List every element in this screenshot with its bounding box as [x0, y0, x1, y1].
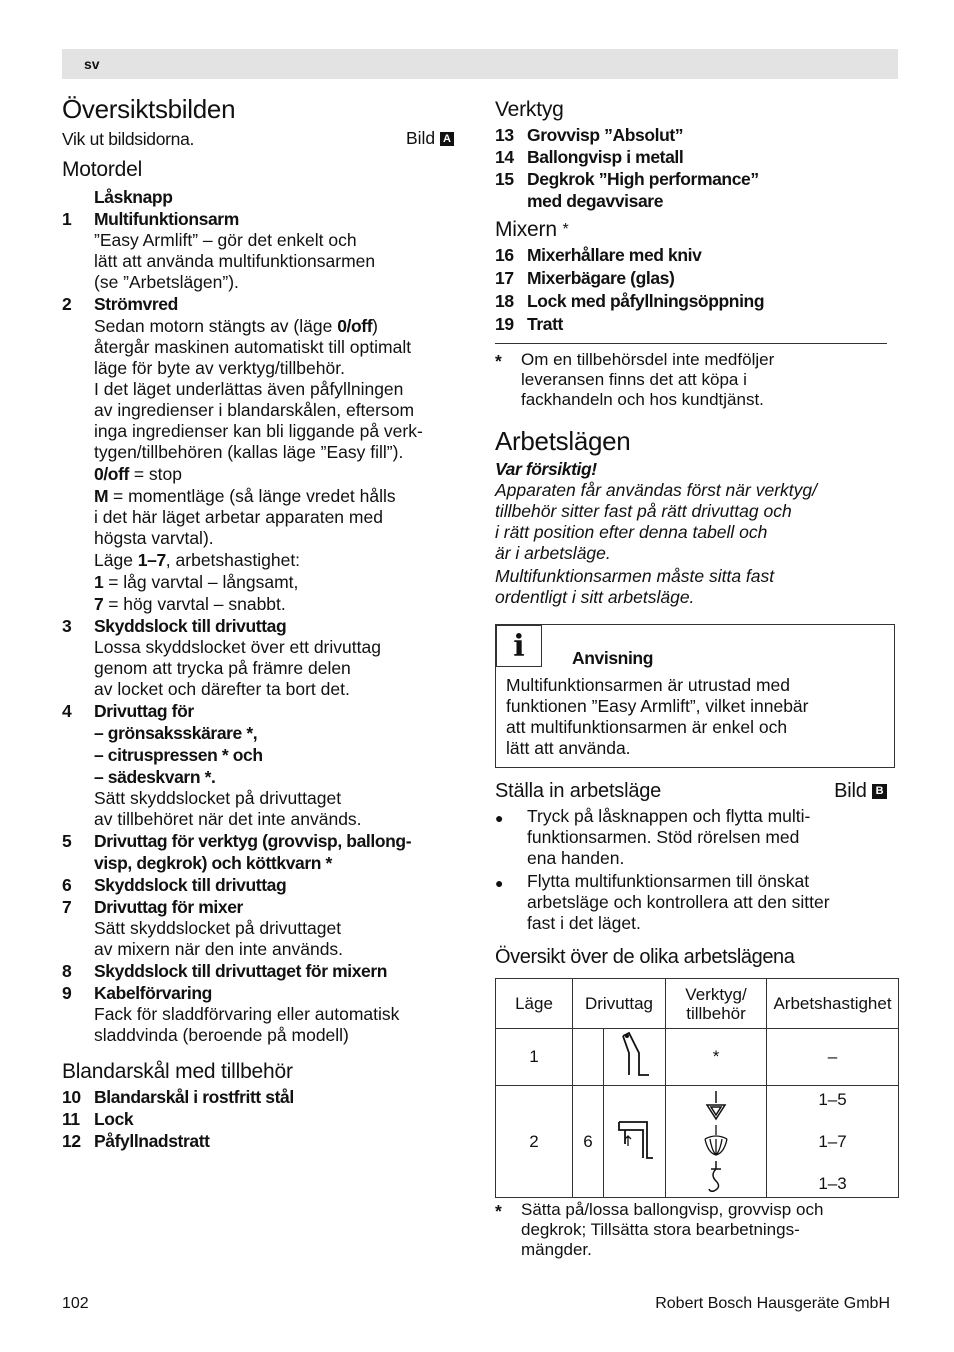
tools-title: Verktyg [495, 98, 564, 121]
cell-lage: 2 [496, 1086, 573, 1198]
item-label: Drivuttag för verktyg (grovvisp, ballong- [94, 831, 412, 851]
item-number: 9 [62, 983, 72, 1003]
item-number: 12 [62, 1131, 81, 1151]
cell-arm-icon [604, 1086, 666, 1198]
list-item [495, 244, 895, 266]
table-row [496, 1029, 899, 1086]
cell-driv: 6 [573, 1086, 604, 1198]
bullet-item [495, 806, 895, 869]
body-line: läge för byte av verktyg/tillbehör. [94, 358, 345, 378]
text: = låg varvtal – långsamt, [103, 572, 299, 592]
list-item [495, 290, 895, 312]
company-name: Robert Bosch Hausgeräte GmbH [655, 1295, 890, 1312]
flat-beater-icon [701, 1091, 731, 1123]
dough-hook-icon [701, 1161, 731, 1193]
item-sublist [62, 722, 462, 788]
mixer-title [495, 216, 895, 244]
page-title: Översiktsbilden [62, 94, 236, 124]
cell-tool: * [666, 1029, 767, 1086]
bild-label: Bild [405, 128, 436, 148]
bullet-line: Flytta multifunktionsarmen till önskat [527, 871, 810, 891]
set-mode-title: Ställa in arbetsläge [495, 780, 662, 802]
note-text [496, 675, 894, 759]
header-drivuttag: Drivuttag [573, 979, 666, 1029]
list-item [62, 1108, 462, 1130]
text: Läge [94, 550, 138, 570]
item-number: 2 [62, 294, 72, 314]
body-line [94, 315, 462, 337]
body-line: Sätt skyddslocket på drivuttaget [94, 918, 342, 938]
mixer-star: * [562, 221, 569, 238]
list-item [62, 1130, 462, 1152]
item-number: 8 [62, 961, 72, 981]
item-label: Drivuttag för mixer [94, 897, 243, 917]
text: = momentläge (så länge vredet hålls [108, 486, 396, 506]
text: = stop [128, 464, 182, 484]
item-number: 4 [62, 701, 72, 721]
bold-text: 0/off [337, 316, 373, 336]
bullet-text [527, 806, 810, 869]
item-label: Mixerbägare (glas) [527, 268, 675, 288]
body-line: Sätt skyddslocket på drivuttaget [94, 788, 342, 808]
body-line: tygen/tillbehören (kallas läge ”Easy fill”). [94, 442, 404, 462]
caution-line: ordentligt i sitt arbetsläge. [495, 587, 695, 607]
bild-ref [406, 128, 454, 150]
item-label: Skyddslock till drivuttag [94, 616, 287, 636]
body-line: sladdvinda (beroende på modell) [94, 1025, 349, 1045]
body-line: inga ingredienser kan bli liggande på verk- [94, 421, 423, 441]
bullet-line: arbetsläge och kontrollera att den sitter [527, 892, 830, 912]
item-number: 15 [495, 169, 514, 189]
sub-line: – citruspressen * och [94, 745, 263, 765]
set-bild-ref [834, 778, 887, 804]
overview-title: Översikt över de olika arbetslägena [495, 946, 795, 968]
header-verktyg-l1: Verktyg/ [685, 984, 747, 1004]
sub-line: – sädeskvarn *. [94, 767, 216, 787]
item-number: 10 [62, 1087, 81, 1107]
speed-value: 1–5 [818, 1089, 847, 1109]
body-line [94, 549, 462, 571]
caution-title: Var försiktig! [495, 459, 597, 479]
body-line: av ingredienser i blandarskålen, eftersom [94, 400, 415, 420]
body-line: ”Easy Armlift” – gör det enkelt och [94, 230, 357, 250]
note-line: lätt att använda. [506, 738, 631, 758]
list-item [62, 615, 462, 637]
body-line: återgår maskinen automatiskt till optimalt [94, 337, 412, 357]
lasknapp-label: Låsknapp [94, 187, 173, 207]
motordel-title: Motordel [62, 158, 143, 181]
list-item [62, 874, 462, 896]
set-mode-heading [495, 778, 887, 804]
item-number: 5 [62, 831, 72, 851]
item-label: Drivuttag för [94, 701, 194, 721]
item-label: Lock [94, 1109, 134, 1129]
speed-value: 1–3 [818, 1173, 847, 1193]
list-item [62, 1086, 462, 1108]
text: Sedan motorn stängts av (läge [94, 316, 338, 336]
footnote-text [521, 350, 774, 410]
caution-text [495, 480, 895, 608]
caution-line: Apparaten får användas först när verktyg/ [495, 480, 817, 500]
item-label: Lock med påfyllningsöppning [527, 291, 765, 311]
intro-line [62, 128, 462, 150]
language-code: sv [84, 56, 100, 72]
body-line: Lossa skyddslocket över ett drivuttag [94, 637, 381, 657]
stromvred-body [62, 315, 462, 615]
bild-letter: A [440, 132, 454, 146]
note-title: Anvisning [572, 648, 653, 668]
body-line: högsta varvtal). [94, 528, 214, 548]
footnote-line: Om en tillbehörsdel inte medföljer [521, 350, 775, 369]
intro-text: Vik ut bildsidorna. [62, 129, 195, 149]
body-line: av tillbehöret när det inte används. [94, 809, 362, 829]
page-number: 102 [62, 1295, 89, 1312]
list-item [62, 830, 462, 852]
item-number: 13 [495, 125, 514, 145]
body-line [94, 593, 462, 615]
body-line [94, 485, 462, 507]
body-line: av mixern när den inte används. [94, 939, 344, 959]
bullet-icon: ● [495, 810, 504, 826]
text: = hög varvtal – snabbt. [103, 594, 286, 614]
note-line: Multifunktionsarmen är utrustad med [506, 675, 791, 695]
item-label: Kabelförvaring [94, 983, 212, 1003]
header-speed: Arbetshastighet [767, 979, 899, 1029]
list-item [62, 960, 462, 982]
bullet-text [527, 871, 830, 934]
body-line: genom att trycka på främre delen [94, 658, 351, 678]
list-item [62, 293, 462, 315]
arm-working-icon [615, 1114, 655, 1164]
body-line [94, 463, 462, 485]
item-label: Grovvisp ”Absolut” [527, 125, 684, 145]
bold-text: 1 [94, 572, 104, 592]
body-line: (se ”Arbetslägen”). [94, 272, 239, 292]
body-line: av locket och därefter ta bort det. [94, 679, 350, 699]
footnote-line: leveransen finns det att köpa i [521, 370, 747, 389]
cell-tools [666, 1086, 767, 1198]
item-number: 17 [495, 268, 514, 288]
note-line: att multifunktionsarmen är enkel och [506, 717, 788, 737]
bowl-title: Blandarskål med tillbehör [62, 1060, 293, 1083]
bullet-line: fast i det läget. [527, 913, 641, 933]
list-item [62, 700, 462, 722]
caution-line: tillbehör sitter fast på rätt drivuttag och [495, 501, 792, 521]
item-number: 14 [495, 147, 514, 167]
info-icon: i [496, 625, 542, 667]
caution-line: i rätt position efter denna tabell och [495, 522, 768, 542]
speed-value: 1–7 [818, 1131, 847, 1151]
bold-text: 1–7 [137, 550, 166, 570]
list-item [495, 313, 895, 335]
list-item [495, 124, 895, 146]
cell-speed: – [767, 1029, 899, 1086]
item-number: 11 [62, 1109, 80, 1129]
text: , arbetshastighet: [165, 550, 301, 570]
item-label: Skyddslock till drivuttag [94, 875, 287, 895]
footnote-line: mängder. [521, 1240, 592, 1259]
item-label: Mixerhållare med kniv [527, 245, 702, 265]
list-item [62, 896, 462, 918]
footnote-line: fackhandeln och hos kundtjänst. [521, 390, 764, 409]
bullet-item [495, 871, 895, 934]
cell-arm-icon [604, 1029, 666, 1086]
bullet-line: funktionsarmen. Stöd rörelsen med [527, 827, 800, 847]
cell-speeds [767, 1086, 899, 1198]
bold-text: 0/off [94, 464, 129, 484]
note-line: funktionen ”Easy Armlift”, vilket innebär [506, 696, 809, 716]
list-item [495, 168, 895, 190]
item-number: 1 [62, 209, 72, 229]
cell-driv-empty [573, 1029, 604, 1086]
item-number: 6 [62, 875, 72, 895]
item-body [62, 637, 462, 700]
bullet-icon: ● [495, 875, 504, 891]
cell-lage: 1 [496, 1029, 573, 1086]
bullet-line: Tryck på låsknappen och flytta multi- [527, 806, 811, 826]
item-label-cont: visp, degkrok) och köttkvarn * [94, 853, 332, 873]
item-number: 7 [62, 897, 72, 917]
item-number: 19 [495, 314, 514, 334]
item-label: Multifunktionsarm [94, 209, 239, 229]
list-item [495, 146, 895, 168]
footnote-star: * [495, 1201, 502, 1221]
language-bar [62, 49, 898, 79]
item-body [62, 918, 462, 960]
body-line: lätt att använda multifunktionsarmen [94, 251, 376, 271]
whisk-icon [701, 1125, 731, 1159]
list-item [62, 982, 462, 1004]
body-line [94, 571, 462, 593]
mixer-title-text: Mixern [495, 218, 557, 241]
table-row [496, 1086, 899, 1198]
header-verktyg-l2: tillbehör [686, 1003, 746, 1023]
footnote-line: degkrok; Tillsätta stora bearbetnings- [521, 1220, 800, 1239]
item-label: Tratt [527, 314, 563, 334]
item-body [62, 230, 462, 293]
footnote-text [521, 1200, 823, 1260]
item-number: 3 [62, 616, 72, 636]
footnote [495, 350, 895, 410]
item-label-cont: med degavvisare [527, 191, 664, 211]
item-body [62, 788, 462, 830]
body-line: I det läget underlättas även påfyllningen [94, 379, 404, 399]
item-body [62, 1004, 462, 1046]
sub-line: – grönsaksskärare *, [94, 723, 258, 743]
footnote-line: Sätta på/lossa ballongvisp, grovvisp och [521, 1200, 824, 1219]
list-item [62, 208, 462, 230]
header-lage: Läge [496, 979, 573, 1029]
item-number: 18 [495, 291, 514, 311]
footnote-star: * [495, 351, 502, 371]
body-line: i det här läget arbetar apparaten med [94, 507, 383, 527]
left-column [62, 92, 462, 1152]
modes-title: Arbetslägen [495, 426, 631, 456]
bild-letter: B [872, 784, 887, 799]
bullet-line: ena handen. [527, 848, 625, 868]
modes-table [495, 978, 899, 1198]
table-footnote [495, 1200, 895, 1260]
list-item [495, 267, 895, 289]
arm-up-icon [615, 1030, 655, 1080]
item-number: 16 [495, 245, 514, 265]
caution-line: är i arbetsläge. [495, 543, 611, 563]
right-column [495, 96, 895, 1260]
bild-label: Bild [834, 780, 867, 802]
item-label: Ballongvisp i metall [527, 147, 684, 167]
item-label: Blandarskål i rostfritt stål [94, 1087, 294, 1107]
divider [495, 343, 887, 344]
text: ) [372, 316, 378, 336]
bold-text: M [94, 486, 109, 506]
item-label: Strömvred [94, 294, 178, 314]
item-label: Degkrok ”High performance” [527, 169, 759, 189]
bold-text: 7 [94, 594, 104, 614]
table-header-row [496, 979, 899, 1029]
item-label: Skyddslock till drivuttaget för mixern [94, 961, 388, 981]
header-verktyg [666, 979, 767, 1029]
body-line: Fack för sladdförvaring eller automatisk [94, 1004, 400, 1024]
item-label: Påfyllnadstratt [94, 1131, 210, 1151]
note-box [495, 624, 895, 768]
caution-line: Multifunktionsarmen måste sitta fast [495, 566, 775, 586]
